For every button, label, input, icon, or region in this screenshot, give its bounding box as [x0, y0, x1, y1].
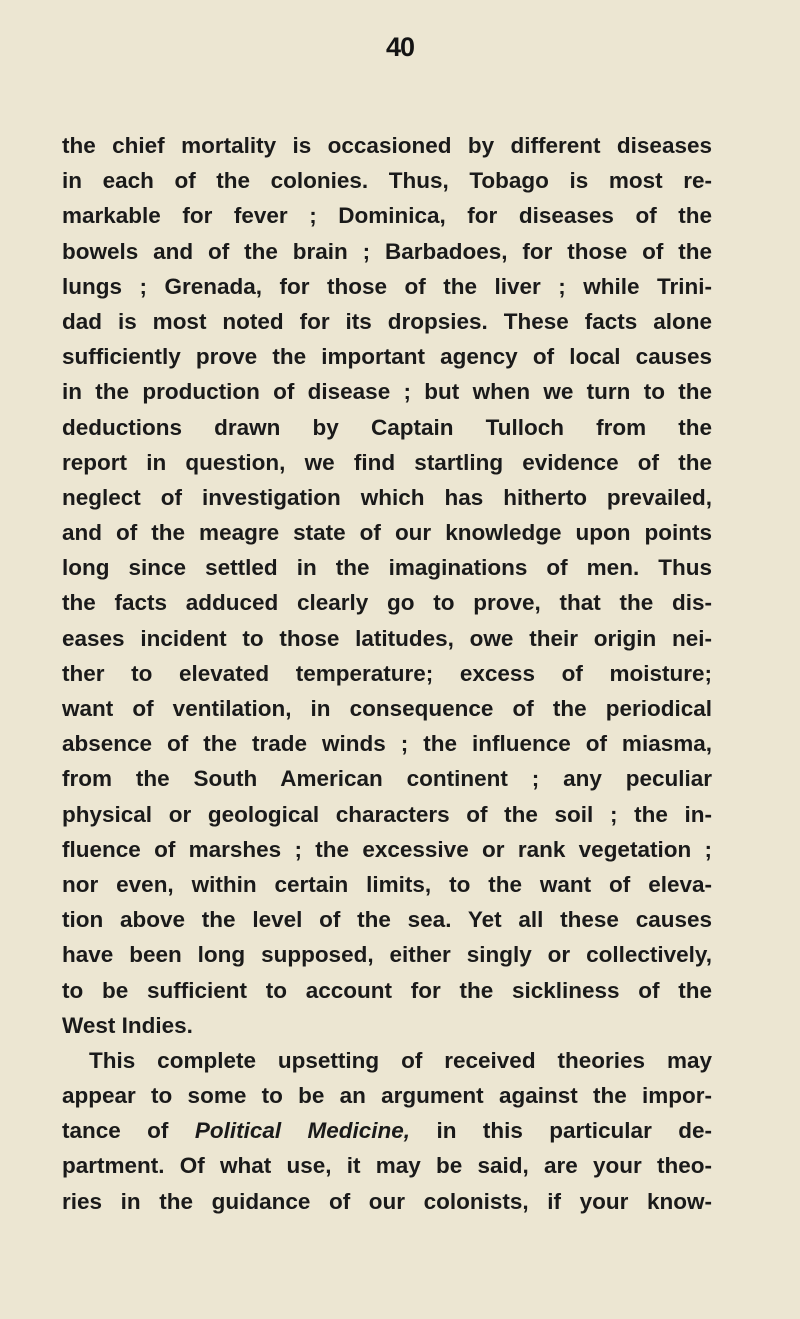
text-line: sufficiently prove the important agency of local causes	[62, 344, 712, 370]
text-line: nor even, within certain limits, to the want of eleva-	[62, 871, 712, 897]
text-line: dad is most noted for its dropsies. These facts alone	[62, 308, 712, 334]
text-segment: in this particular de-	[410, 1118, 712, 1144]
text-line: neglect of investigation which has hitherto prevailed,	[62, 484, 712, 510]
text-line: partment. Of what use, it may be said, are your theo-	[62, 1153, 712, 1179]
text-line: tion above the level of the sea. Yet all these causes	[62, 907, 712, 933]
text-line: ther to elevated temperature; excess of moisture;	[62, 660, 712, 686]
text-line: eases incident to those latitudes, owe their origin nei-	[62, 625, 712, 651]
text-line: to be sufficient to account for the sickliness of the	[62, 977, 712, 1003]
text-line: in each of the colonies. Thus, Tobago is most re-	[62, 168, 712, 194]
text-line: long since settled in the imaginations of men. Thus	[62, 555, 712, 581]
text-segment: tance of	[62, 1118, 195, 1144]
text-line: physical or geological characters of the soil ; the in-	[62, 801, 712, 827]
text-line: and of the meagre state of our knowledge upon points	[62, 520, 712, 546]
italic-term: Political Medicine,	[194, 1118, 411, 1144]
text-line: West Indies.	[62, 1012, 193, 1038]
text-line-with-emphasis	[62, 1113, 712, 1148]
text-line: in the production of disease ; but when we turn to the	[62, 379, 712, 405]
text-line: absence of the trade winds ; the influence of miasma,	[62, 731, 712, 757]
page-number: 40	[385, 32, 415, 62]
text-line: fluence of marshes ; the excessive or rank vegetation ;	[62, 836, 712, 862]
text-line: ries in the guidance of our colonists, if your know-	[62, 1188, 712, 1214]
text-line: report in question, we find startling evidence of the	[62, 449, 712, 475]
text-line: lungs ; Grenada, for those of the liver ; while Trini-	[62, 273, 712, 299]
text-line: bowels and of the brain ; Barbadoes, for those of the	[62, 238, 712, 264]
text-line: have been long supposed, either singly or collectively,	[62, 942, 712, 968]
text-line: markable for fever ; Dominica, for diseases of the	[62, 203, 712, 229]
text-line: This complete upsetting of received theories may	[89, 1047, 712, 1073]
text-line: appear to some to be an argument against the impor-	[62, 1083, 712, 1109]
body-text	[62, 128, 712, 1219]
text-line: want of ventilation, in consequence of the periodical	[62, 696, 712, 721]
text-line: the chief mortality is occasioned by different diseases	[62, 133, 712, 158]
text-line: from the South American continent ; any peculiar	[62, 766, 712, 792]
text-line: deductions drawn by Captain Tulloch from the	[62, 414, 712, 440]
text-line: the facts adduced clearly go to prove, that the dis-	[62, 590, 712, 616]
